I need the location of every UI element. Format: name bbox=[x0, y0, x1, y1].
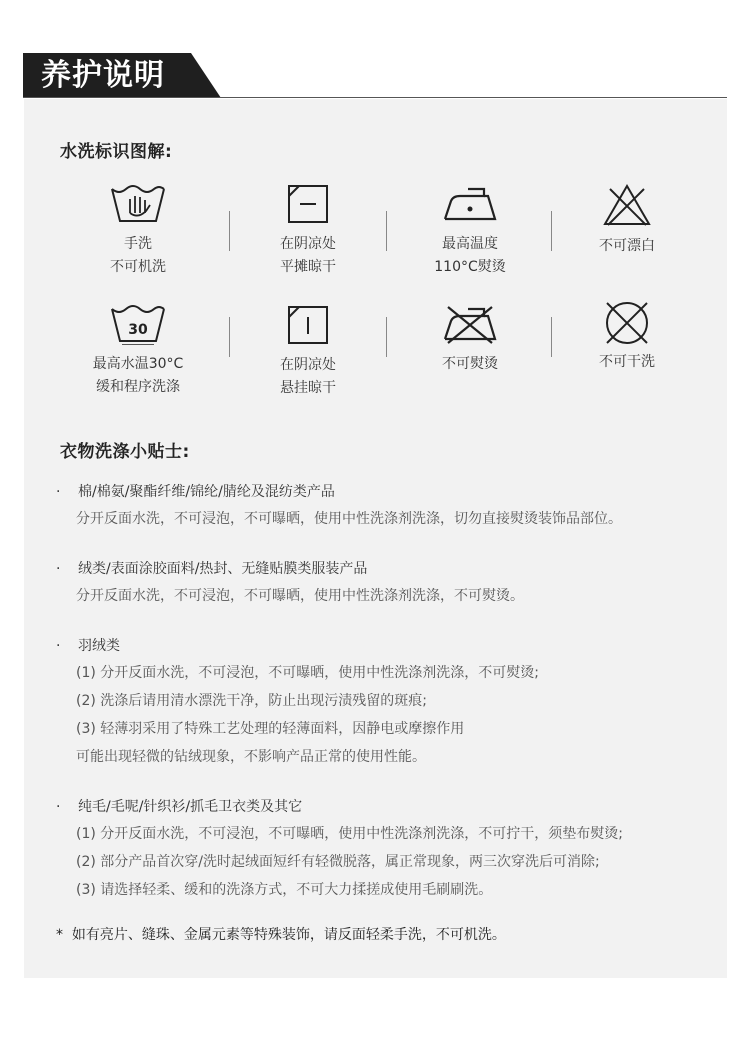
do-not-iron-icon bbox=[440, 303, 500, 345]
hang-dry-shade-icon bbox=[286, 304, 330, 346]
tip-heading: 羽绒类 bbox=[78, 638, 120, 654]
icon-label: 最高温度 110°C熨烫 bbox=[434, 236, 506, 275]
note-mark: * bbox=[56, 927, 63, 943]
icon-label: 手洗 不可机洗 bbox=[110, 236, 166, 275]
iron-low-temp-icon bbox=[440, 183, 500, 225]
tip-line: (2) 部分产品首次穿/洗时起绒面短纤有轻微脱落，属正常现象，两三次穿洗后可消除; bbox=[76, 854, 600, 870]
tip-heading: 棉/棉氨/聚酯纤维/锦纶/腈纶及混纺类产品 bbox=[78, 484, 335, 500]
divider bbox=[386, 211, 387, 251]
divider bbox=[386, 317, 387, 357]
tips-section-title: 衣物洗涤小贴士: bbox=[60, 442, 190, 462]
page-title: 养护说明 bbox=[41, 58, 165, 93]
section-header bbox=[23, 53, 727, 99]
note-text: 如有亮片、缝珠、金属元素等特殊装饰，请反面轻柔手洗，不可机洗。 bbox=[71, 927, 506, 943]
wash-section-title: 水洗标识图解: bbox=[60, 142, 173, 162]
tip-line: (1) 分开反面水洗，不可浸泡，不可曝晒，使用中性洗涤剂洗涤，不可熨烫; bbox=[76, 665, 539, 681]
icon-label: 在阴凉处 悬挂晾干 bbox=[280, 357, 336, 396]
dry-flat-shade-icon bbox=[286, 183, 330, 225]
tip-line: (3) 轻薄羽采用了特殊工艺处理的轻薄面料，因静电或摩擦作用 bbox=[76, 721, 465, 737]
svg-text:30: 30 bbox=[128, 322, 148, 338]
header-divider bbox=[23, 97, 727, 98]
icon-label: 最高水温30°C 缓和程序洗涤 bbox=[92, 356, 184, 395]
tip-line: (2) 洗涤后请用清水漂洗干净，防止出现污渍残留的斑痕; bbox=[76, 693, 427, 709]
icon-label: 不可干洗 bbox=[599, 354, 655, 370]
wash-symbol-no-dry-clean bbox=[547, 299, 707, 374]
wash-symbol-wash-30 bbox=[58, 303, 218, 399]
tip-line: 可能出现轻微的钻绒现象，不影响产品正常的使用性能。 bbox=[76, 749, 426, 765]
icon-label: 不可熨烫 bbox=[442, 356, 498, 372]
do-not-dry-clean-icon bbox=[602, 299, 652, 347]
tip-item-wool: · 纯毛/毛呢/针织衫/抓毛卫衣类及其它 (1) 分开反面水洗，不可浸泡，不可曝晒，使用中性洗涤剂洗涤，不可拧干，须垫布熨烫; (2) 部分产品首次穿/洗时起绒面短纤有轻微脱落，属正常现象，两三次穿洗后可消除; (3) 请选择轻柔、缓和的洗涤方式，不可大力揉搓成使用毛刷刷洗。 bbox=[56, 794, 716, 904]
wash-symbol-dry-flat bbox=[228, 183, 388, 279]
tip-line: (3) 请选择轻柔、缓和的洗涤方式，不可大力揉搓成使用毛刷刷洗。 bbox=[76, 882, 493, 898]
hand-wash-icon bbox=[108, 183, 168, 225]
tip-line: 分开反面水洗，不可浸泡，不可曝晒，使用中性洗涤剂洗涤，切勿直接熨烫装饰品部位。 bbox=[76, 511, 622, 527]
tip-line: (1) 分开反面水洗，不可浸泡，不可曝晒，使用中性洗涤剂洗涤，不可拧干，须垫布熨烫; bbox=[76, 826, 623, 842]
tip-item-cotton: · 棉/棉氨/聚酯纤维/锦纶/腈纶及混纺类产品 分开反面水洗，不可浸泡，不可曝晒，使用中性洗涤剂洗涤，切勿直接熨烫装饰品部位。 bbox=[56, 479, 716, 533]
tip-heading: 绒类/表面涂胶面料/热封、无缝贴膜类服装产品 bbox=[78, 561, 368, 577]
wash-symbol-no-iron bbox=[390, 303, 550, 376]
wash-30-icon bbox=[108, 303, 168, 345]
wash-symbol-iron bbox=[390, 183, 550, 279]
icon-label: 不可漂白 bbox=[599, 238, 655, 254]
special-decoration-note bbox=[56, 924, 506, 944]
wash-symbol-hand-wash bbox=[58, 183, 218, 279]
wash-symbol-hang-dry bbox=[228, 304, 388, 400]
tip-line: 分开反面水洗，不可浸泡，不可曝晒，使用中性洗涤剂洗涤，不可熨烫。 bbox=[76, 588, 524, 604]
do-not-bleach-icon bbox=[602, 183, 652, 227]
tip-heading: 纯毛/毛呢/针织衫/抓毛卫衣类及其它 bbox=[78, 799, 303, 815]
tip-item-down: · 羽绒类 (1) 分开反面水洗，不可浸泡，不可曝晒，使用中性洗涤剂洗涤，不可熨烫; (2) 洗涤后请用清水漂洗干净，防止出现污渍残留的斑痕; (3) 轻薄羽采用了特殊工艺处理的轻薄面料，因静电或摩擦作用 可能出现轻微的钻绒现象，不影响产品正常的使用性能。 bbox=[56, 633, 716, 771]
wash-symbol-no-bleach bbox=[547, 183, 707, 258]
tip-item-velvet: · 绒类/表面涂胶面料/热封、无缝贴膜类服装产品 分开反面水洗，不可浸泡，不可曝晒，使用中性洗涤剂洗涤，不可熨烫。 bbox=[56, 556, 716, 610]
icon-label: 在阴凉处 平摊晾干 bbox=[280, 236, 336, 275]
